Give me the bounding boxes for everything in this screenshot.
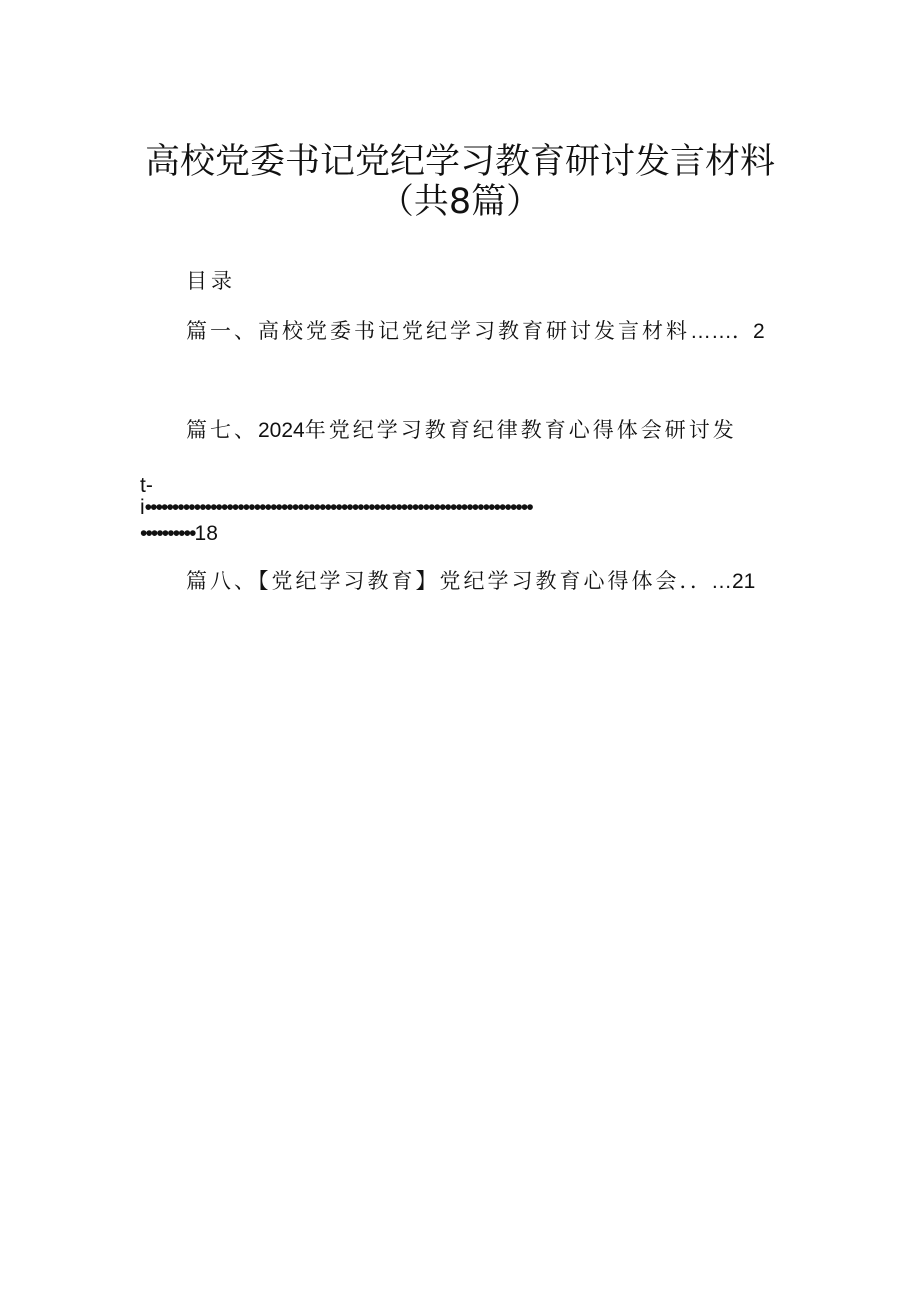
toc-entry-leader: ••••••••••	[140, 522, 195, 545]
document-subtitle: （共8篇）	[378, 182, 542, 222]
toc-entry-text: 【党纪学习教育】党纪学习教育心得体会	[258, 569, 680, 593]
toc-entry-label: 篇七、	[186, 418, 258, 442]
toc-entry-leader: ．．…	[679, 570, 732, 593]
toc-entry-7-wrap-3	[140, 522, 218, 546]
toc-entry-page: 2	[753, 320, 765, 343]
toc-entry-7-wrap-prefix: i	[140, 496, 145, 519]
toc-entry-leader: ……．	[690, 320, 753, 343]
document-title: 高校党委书记党纪学习教育研讨发言材料	[144, 142, 775, 182]
toc-heading: 目录	[186, 269, 236, 293]
toc-entry-year: 2024	[258, 419, 305, 442]
toc-entry-8[interactable]	[186, 566, 755, 597]
toc-entry-label: 篇八、	[186, 569, 258, 593]
toc-entry-leader: •••••••••••••••••••••••••••••••••••••••••••••••••••••••••••••••••••••••	[144, 496, 532, 519]
toc-entry-7-wrap-1: t-	[140, 474, 153, 497]
toc-entry-7[interactable]	[186, 415, 737, 446]
toc-entry-1[interactable]	[186, 316, 765, 347]
toc-entry-label: 篇一、	[186, 319, 258, 343]
toc-entry-text: 高校党委书记党纪学习教育研讨发言材料	[258, 319, 690, 343]
toc-entry-page: 21	[732, 570, 756, 593]
toc-entry-7-wrap-2	[140, 496, 532, 520]
toc-entry-text: 年党纪学习教育纪律教育心得体会研讨发	[304, 418, 737, 442]
toc-entry-page: 18	[194, 522, 218, 545]
